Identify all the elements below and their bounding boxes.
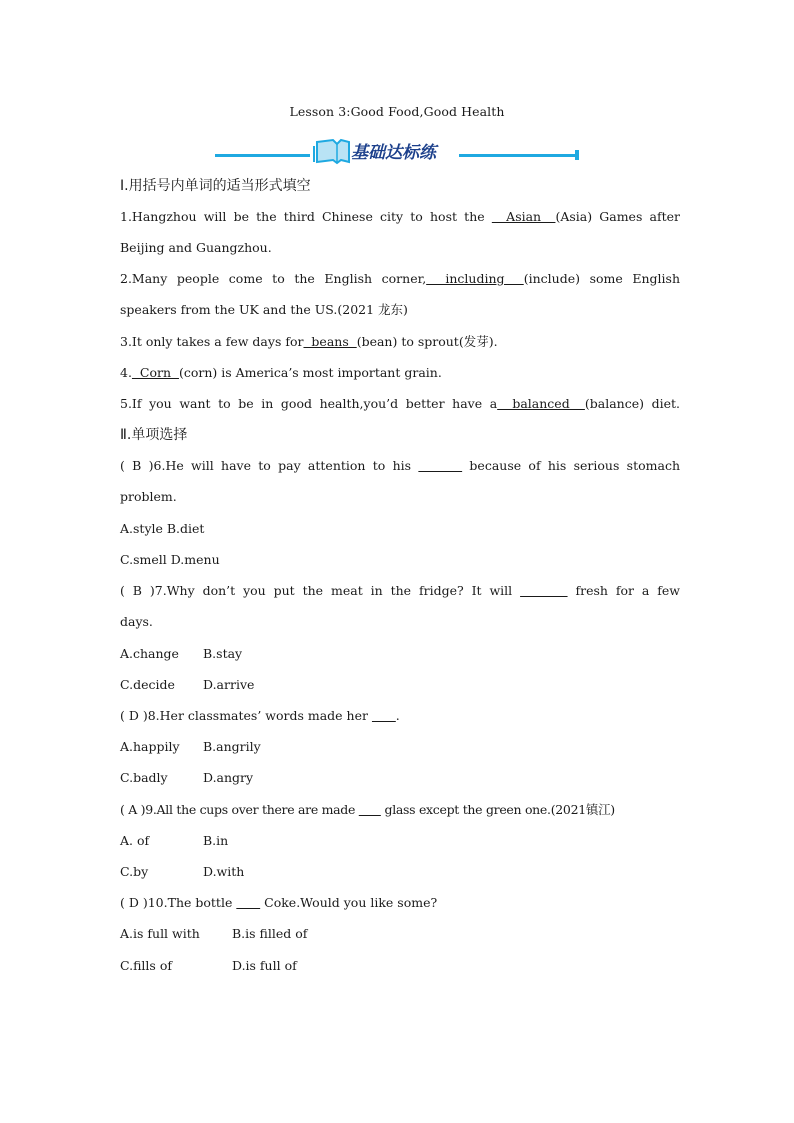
q8-stem-end: . (395, 708, 400, 723)
q9-option-d: D.with (203, 864, 245, 879)
q7-option-c: C.decide (120, 677, 175, 692)
question-6 (120, 457, 680, 475)
q1-hint: (Asia) Games after (555, 209, 681, 224)
q7-stem: 7.Why don’t you put the meat in the fridge? It will (154, 583, 521, 598)
q7-answer-mark: ( B ) (120, 583, 155, 598)
q2-answer: including (426, 271, 524, 286)
section2-heading: Ⅱ.单项选择 (120, 427, 188, 443)
q7-options-cd (120, 676, 680, 694)
banner-left-tick (313, 146, 315, 162)
q7-option-b: B.stay (203, 646, 243, 661)
page-title: Lesson 3:Good Food,Good Health (289, 104, 505, 119)
question-7 (120, 582, 680, 600)
q9-stem-end: glass except the green one.(2021镇江) (380, 802, 615, 817)
q1-answer: Asian (491, 209, 556, 224)
q10-option-b: B.is filled of (232, 926, 308, 941)
q5-text: 5.If you want to be in good health,you’d better have a (120, 396, 498, 411)
q10-answer-mark: ( D ) (120, 895, 148, 910)
q3-hint: (bean) to sprout(发芽). (356, 334, 498, 349)
q6-options-ab: A.style B.diet (120, 521, 205, 536)
q9-option-b: B.in (203, 833, 229, 848)
q9-options-ab (120, 832, 680, 850)
q8-option-a: A.happily (120, 739, 180, 754)
question-6-cont: problem. (120, 489, 177, 504)
q10-options-ab (120, 925, 680, 943)
q10-stem: 10.The bottle (147, 895, 237, 910)
question-1 (120, 208, 680, 226)
q7-option-d: D.arrive (203, 677, 255, 692)
q6-answer-mark: ( B ) (120, 458, 154, 473)
question-10 (120, 894, 680, 912)
q7-option-a: A.change (120, 646, 179, 661)
q9-option-a: A. of (120, 833, 150, 848)
question-5 (120, 395, 680, 413)
q4-hint: (corn) is America’s most important grain. (178, 365, 442, 380)
q4-answer: Corn (131, 365, 179, 380)
question-8 (120, 707, 680, 725)
basic-practice-banner (213, 136, 581, 166)
q8-answer-mark: ( D ) (120, 708, 148, 723)
q9-stem: 9.All the cups over there are made (145, 802, 359, 817)
q2-hint: (include) some English (523, 271, 680, 286)
q9-options-cd (120, 863, 680, 881)
q6-blank (418, 458, 462, 473)
q8-blank (372, 708, 396, 723)
q7-stem-end: fresh for a few (567, 583, 680, 598)
banner-label: 基础达标练 (351, 143, 436, 163)
q1-text: 1.Hangzhou will be the third Chinese city to host the (120, 209, 492, 224)
question-9 (120, 801, 680, 819)
q6-stem: 6.He will have to pay attention to his (153, 458, 419, 473)
q9-option-c: C.by (120, 864, 149, 879)
q3-text: 3.It only takes a few days for (120, 334, 304, 349)
q5-hint: (balance) diet. (584, 396, 681, 411)
q10-options-cd (120, 957, 680, 975)
question-2-cont: speakers from the UK and the US.(2021 龙东) (120, 302, 408, 317)
question-1-cont: Beijing and Guangzhou. (120, 240, 272, 255)
q8-options-cd (120, 769, 680, 787)
book-icon (317, 140, 349, 163)
q10-option-c: C.fills of (120, 958, 172, 973)
q6-stem-end: because of his serious stomach (462, 458, 681, 473)
q10-blank (236, 895, 260, 910)
q5-answer: balanced (497, 396, 585, 411)
question-2 (120, 270, 680, 288)
section1-heading: Ⅰ.用括号内单词的适当形式填空 (120, 178, 311, 194)
question-4 (120, 364, 680, 382)
banner-right-tick (575, 150, 579, 160)
q4-text: 4. (120, 365, 132, 380)
q7-options-ab (120, 645, 680, 663)
q9-answer-mark: ( A ) (120, 802, 146, 817)
q9-blank (359, 802, 381, 817)
banner-left-bar (215, 154, 310, 157)
banner-right-bar (459, 154, 577, 157)
q10-option-d: D.is full of (232, 958, 297, 973)
q8-stem: 8.Her classmates’ words made her (147, 708, 372, 723)
question-3 (120, 333, 680, 351)
q10-option-a: A.is full with (120, 926, 200, 941)
q8-options-ab (120, 738, 680, 756)
q10-stem-end: Coke.Would you like some? (260, 895, 438, 910)
q8-option-c: C.badly (120, 770, 168, 785)
q8-option-b: B.angrily (203, 739, 261, 754)
q6-options-cd: C.smell D.menu (120, 552, 220, 567)
q8-option-d: D.angry (203, 770, 254, 785)
q3-answer: beans (303, 334, 357, 349)
q2-text: 2.Many people come to the English corner, (120, 271, 427, 286)
q7-blank (520, 583, 567, 598)
question-7-cont: days. (120, 614, 153, 629)
